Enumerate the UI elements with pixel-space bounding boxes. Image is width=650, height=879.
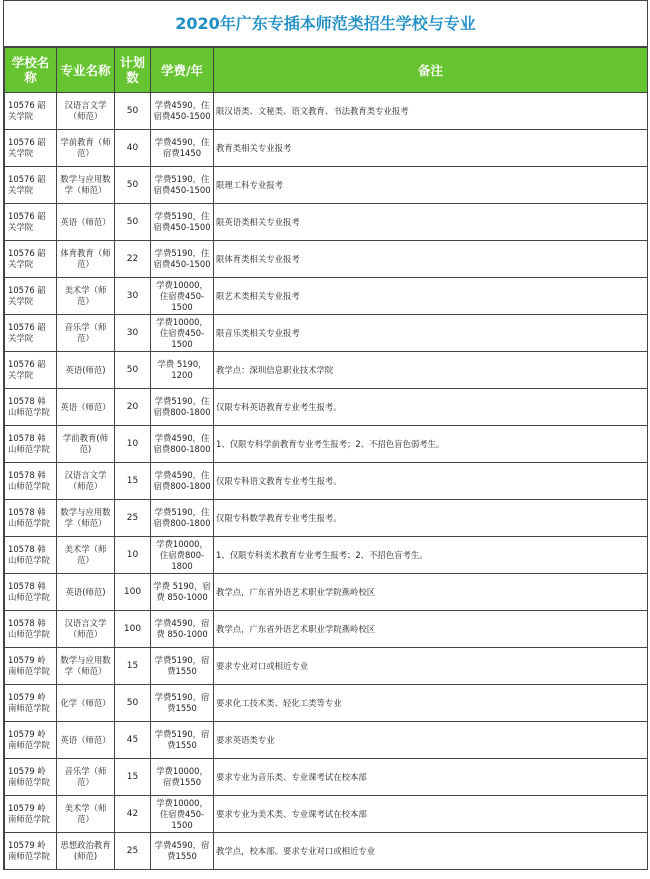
plan-cell: 45 (115, 722, 151, 759)
plan-cell: 30 (115, 315, 151, 352)
table-row (5, 93, 648, 130)
note-cell: 限理工科专业报考 (214, 167, 648, 204)
header-fee: 学费/年 (151, 48, 214, 93)
table-row (5, 463, 648, 500)
note-cell: 限体育类相关专业报考 (214, 241, 648, 278)
header-row (5, 48, 648, 93)
note-cell: 限艺术类相关专业报考 (214, 278, 648, 315)
table-row (5, 759, 648, 796)
major-cell: 音乐学（师范） (57, 759, 115, 796)
fee-cell: 学费10000，住宿费450-1500 (151, 315, 214, 352)
major-cell: 英语（师范） (57, 722, 115, 759)
table-row (5, 574, 648, 611)
table-row (5, 833, 648, 870)
school-cell: 10576 韶关学院 (5, 204, 57, 241)
school-cell: 10579 岭南师范学院 (5, 648, 57, 685)
fee-cell: 学费 5190，1200 (151, 352, 214, 389)
fee-cell: 学费4590，住宿费450-1500 (151, 93, 214, 130)
major-cell: 数学与应用数学（师范） (57, 648, 115, 685)
plan-cell: 100 (115, 611, 151, 648)
header-note: 备注 (214, 48, 648, 93)
note-cell: 教学点，校本部。要求专业对口或相近专业 (214, 833, 648, 870)
plan-cell: 50 (115, 352, 151, 389)
table-row (5, 241, 648, 278)
school-cell: 10578 韩山师范学院 (5, 574, 57, 611)
school-cell: 10576 韶关学院 (5, 352, 57, 389)
note-cell: 要求专业为音乐类、专业课考试在校本部 (214, 759, 648, 796)
table-row (5, 796, 648, 833)
table-row (5, 130, 648, 167)
page-title: 2020年广东专插本师范类招生学校与专业 (4, 0, 647, 47)
note-cell: 限英语类相关专业报考 (214, 204, 648, 241)
fee-cell: 学费10000，住宿费450-1500 (151, 796, 214, 833)
fee-cell: 学费5190，住宿费450-1500 (151, 241, 214, 278)
major-cell: 化学（师范） (57, 685, 115, 722)
major-cell: 汉语言文学（师范） (57, 463, 115, 500)
note-cell: 要求英语类专业 (214, 722, 648, 759)
spreadsheet (3, 0, 648, 870)
plan-cell: 50 (115, 204, 151, 241)
table-row (5, 722, 648, 759)
school-cell: 10578 韩山师范学院 (5, 426, 57, 463)
fee-cell: 学费10000，宿费1550 (151, 759, 214, 796)
note-cell: 限音乐类相关专业报考 (214, 315, 648, 352)
fee-cell: 学费5190，宿费1550 (151, 648, 214, 685)
table-row (5, 685, 648, 722)
note-cell: 仅限专科数学教育专业考生报考。 (214, 500, 648, 537)
major-cell: 美术学（师范） (57, 796, 115, 833)
school-cell: 10578 韩山师范学院 (5, 500, 57, 537)
header-school: 学校名称 (5, 48, 57, 93)
plan-cell: 100 (115, 574, 151, 611)
plan-cell: 10 (115, 426, 151, 463)
school-cell: 10579 岭南师范学院 (5, 796, 57, 833)
fee-cell: 学费5190，住宿费800-1800 (151, 500, 214, 537)
school-cell: 10576 韶关学院 (5, 241, 57, 278)
fee-cell: 学费4590，宿费1550 (151, 833, 214, 870)
note-cell: 1、仅限专科美术教育专业考生报考；2、不招色盲考生。 (214, 537, 648, 574)
major-cell: 英语（师范） (57, 389, 115, 426)
plan-cell: 40 (115, 130, 151, 167)
note-cell: 要求专业为美术类、专业课考试在校本部 (214, 796, 648, 833)
plan-cell: 25 (115, 500, 151, 537)
plan-cell: 15 (115, 759, 151, 796)
major-cell: 汉语言文学（师范） (57, 611, 115, 648)
table-row (5, 500, 648, 537)
fee-cell: 学费5190，住宿费800-1800 (151, 389, 214, 426)
fee-cell: 学费4590，住宿费800-1800 (151, 463, 214, 500)
plan-cell: 10 (115, 537, 151, 574)
note-cell: 1、仅限专科学前教育专业考生报考；2、不招色盲色弱考生。 (214, 426, 648, 463)
fee-cell: 学费4590，宿费 850-1000 (151, 611, 214, 648)
school-cell: 10576 韶关学院 (5, 130, 57, 167)
plan-cell: 50 (115, 685, 151, 722)
school-cell: 10579 岭南师范学院 (5, 833, 57, 870)
fee-cell: 学费4590，住宿费800-1800 (151, 426, 214, 463)
plan-cell: 42 (115, 796, 151, 833)
school-cell: 10579 岭南师范学院 (5, 759, 57, 796)
fee-cell: 学费5190，宿费1550 (151, 722, 214, 759)
header-major: 专业名称 (57, 48, 115, 93)
school-cell: 10578 韩山师范学院 (5, 611, 57, 648)
plan-cell: 20 (115, 389, 151, 426)
note-cell: 要求专业对口或相近专业 (214, 648, 648, 685)
school-cell: 10578 韩山师范学院 (5, 389, 57, 426)
note-cell: 仅限专科语文教育专业考生报考。 (214, 463, 648, 500)
fee-cell: 学费10000，住宿费450-1500 (151, 278, 214, 315)
fee-cell: 学费 5190，宿费 850-1000 (151, 574, 214, 611)
header-plan: 计划数 (115, 48, 151, 93)
table-row (5, 315, 648, 352)
school-cell: 10576 韶关学院 (5, 278, 57, 315)
major-cell: 汉语言文学（师范） (57, 93, 115, 130)
school-cell: 10578 韩山师范学院 (5, 537, 57, 574)
plan-cell: 50 (115, 93, 151, 130)
note-cell: 教学点，广东省外语艺术职业学院燕岭校区 (214, 611, 648, 648)
table-row (5, 278, 648, 315)
school-cell: 10576 韶关学院 (5, 167, 57, 204)
fee-cell: 学费5190，宿费1550 (151, 685, 214, 722)
enrollment-table (4, 47, 648, 870)
plan-cell: 50 (115, 167, 151, 204)
major-cell: 思想政治教育(师范) (57, 833, 115, 870)
major-cell: 美术学（师范） (57, 278, 115, 315)
major-cell: 音乐学（师范） (57, 315, 115, 352)
school-cell: 10579 岭南师范学院 (5, 722, 57, 759)
school-cell: 10579 岭南师范学院 (5, 685, 57, 722)
major-cell: 学前教育(师范) (57, 426, 115, 463)
plan-cell: 22 (115, 241, 151, 278)
plan-cell: 30 (115, 278, 151, 315)
school-cell: 10578 韩山师范学院 (5, 463, 57, 500)
note-cell: 教学点，广东省外语艺术职业学院燕岭校区 (214, 574, 648, 611)
plan-cell: 15 (115, 648, 151, 685)
school-cell: 10576 韶关学院 (5, 93, 57, 130)
note-cell: 教育类相关专业报考 (214, 130, 648, 167)
table-row (5, 611, 648, 648)
plan-cell: 15 (115, 463, 151, 500)
major-cell: 学前教育（师范） (57, 130, 115, 167)
major-cell: 数学与应用数学（师范） (57, 500, 115, 537)
table-row (5, 426, 648, 463)
major-cell: 英语（师范） (57, 204, 115, 241)
fee-cell: 学费5190，住宿费450-1500 (151, 167, 214, 204)
fee-cell: 学费5190，住宿费450-1500 (151, 204, 214, 241)
fee-cell: 学费4590，住宿费1450 (151, 130, 214, 167)
table-row (5, 167, 648, 204)
major-cell: 数学与应用数学（师范） (57, 167, 115, 204)
note-cell: 要求化工技术类、轻化工类等专业 (214, 685, 648, 722)
major-cell: 英语(师范) (57, 574, 115, 611)
note-cell: 仅限专科英语教育专业考生报考。 (214, 389, 648, 426)
table-row (5, 204, 648, 241)
table-row (5, 352, 648, 389)
school-cell: 10576 韶关学院 (5, 315, 57, 352)
note-cell: 教学点：深圳信息职业技术学院 (214, 352, 648, 389)
note-cell: 限汉语类、文秘类、语文教育、书法教育类专业报考 (214, 93, 648, 130)
major-cell: 美术学（师范） (57, 537, 115, 574)
plan-cell: 25 (115, 833, 151, 870)
table-row (5, 389, 648, 426)
fee-cell: 学费10000，住宿费800-1800 (151, 537, 214, 574)
table-row (5, 537, 648, 574)
table-row (5, 648, 648, 685)
major-cell: 体育教育（师范） (57, 241, 115, 278)
major-cell: 英语(师范) (57, 352, 115, 389)
